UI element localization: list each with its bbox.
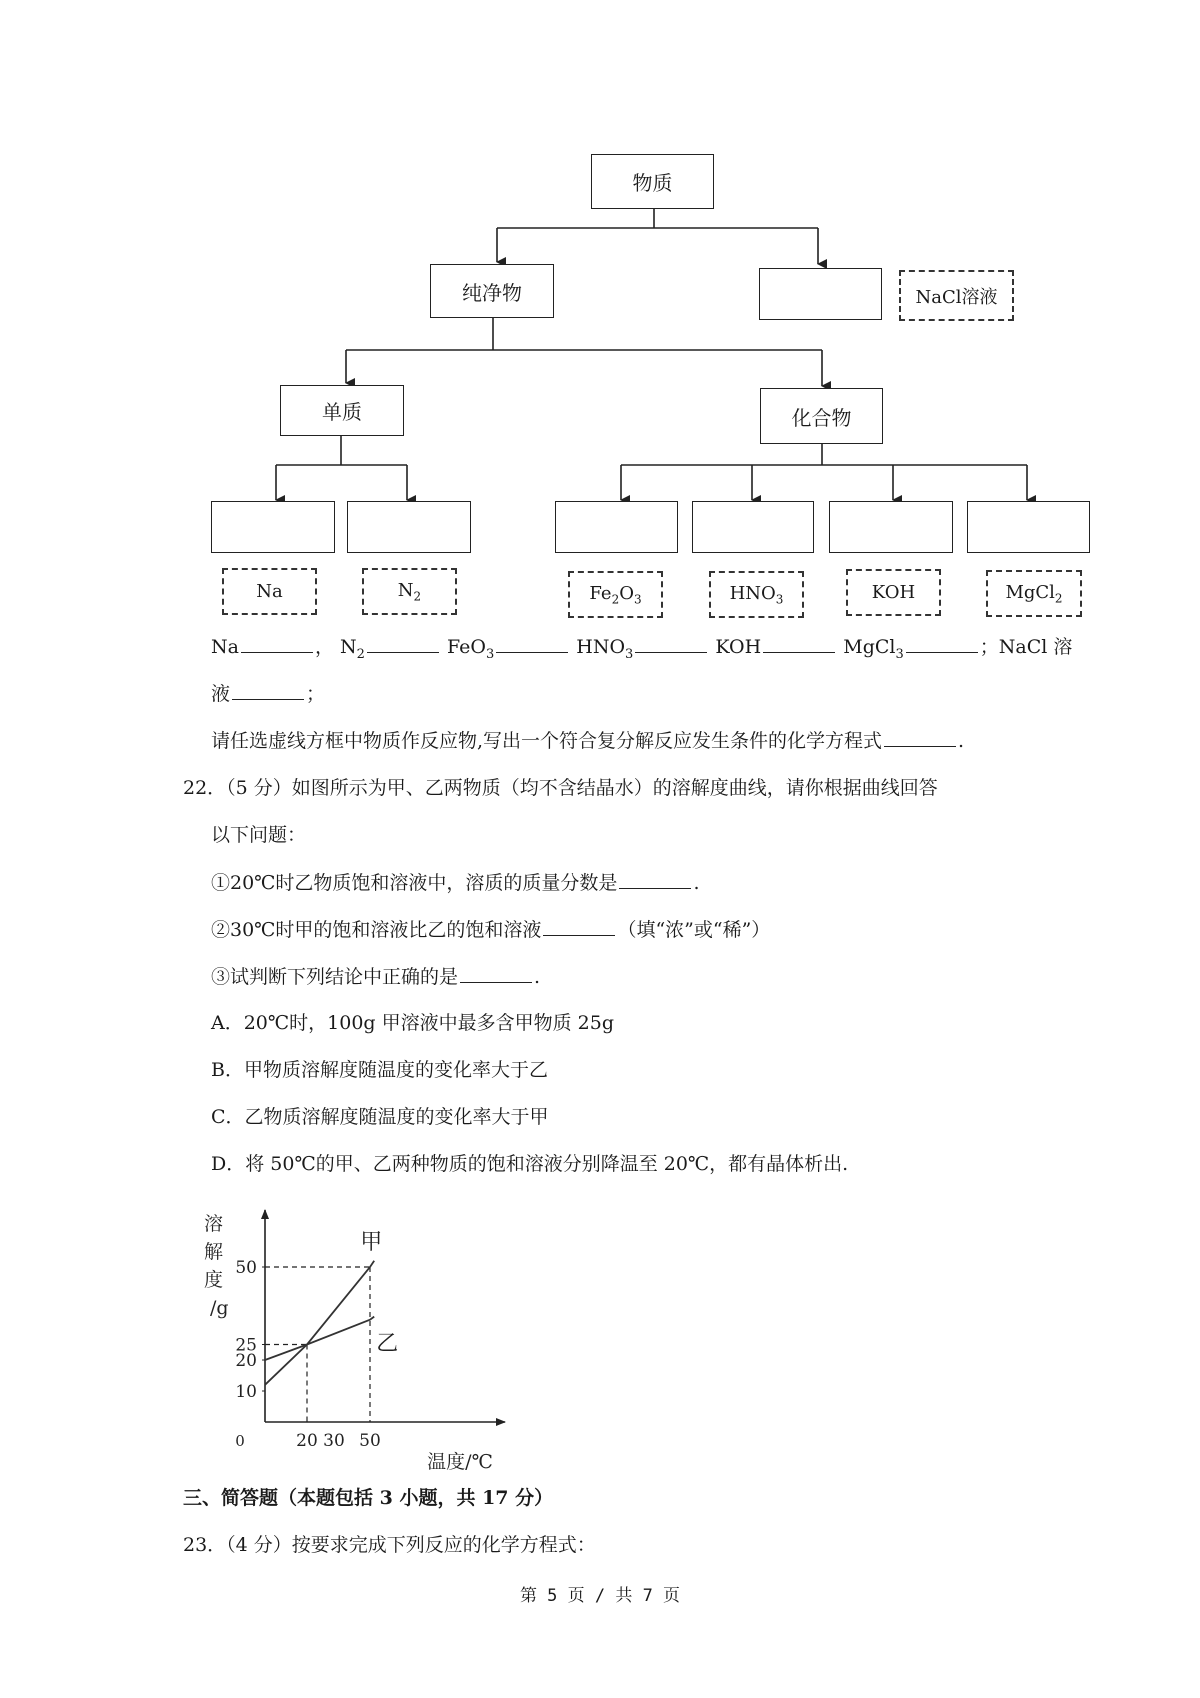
blank-n2[interactable] xyxy=(367,634,439,653)
q22-option-c: C．乙物质溶解度随温度的变化率大于甲 xyxy=(211,1106,549,1128)
q22-option-d: D．将 50℃的甲、乙两种物质的饱和溶液分别降温至 20℃，都有晶体析出. xyxy=(211,1153,849,1175)
tree-mixture-box xyxy=(759,268,882,320)
tree-element-box xyxy=(280,385,404,436)
example-na-label: Na xyxy=(256,581,283,602)
compound-answer-box-4 xyxy=(967,501,1090,553)
example-hno3-label: $HNO_3$ xyxy=(729,582,784,607)
series-line-yi xyxy=(265,1317,374,1360)
blank-hno3[interactable] xyxy=(635,634,707,653)
origin-label: 0 xyxy=(235,1432,245,1450)
mixture-example-label: NaCl溶液 xyxy=(915,286,998,308)
example-koh-label: KOH xyxy=(871,582,916,603)
example-mgcl2-label: MgCl$_2$ xyxy=(1005,581,1063,606)
element-answer-box-1 xyxy=(211,501,335,553)
tree-element-label: 单质 xyxy=(322,400,362,424)
blank-nacl[interactable] xyxy=(232,681,304,700)
blank-q22-2[interactable] xyxy=(543,917,615,936)
example-n2-label: $N_2$ xyxy=(397,579,422,604)
q22-option-a: A．20℃时，100g 甲溶液中最多含甲物质 25g xyxy=(211,1012,614,1034)
section3-title: 三、简答题（本题包括 3 小题，共 17 分） xyxy=(183,1487,554,1509)
blank-q22-1[interactable] xyxy=(619,870,691,889)
x-tick-label: 50 xyxy=(359,1431,381,1451)
example-fe2o3-label: $Fe_2O_3$ xyxy=(589,582,642,607)
tree-root-label: 物质 xyxy=(632,171,673,195)
example-mgcl2-box xyxy=(986,570,1082,617)
example-fe2o3-box xyxy=(568,571,663,618)
series-label: 甲 xyxy=(360,1229,383,1255)
q21-fill-line: Na ， $N_2$ FeO$_3$ $HNO_3$ KOH MgCl$_3$ ；NaCl 溶 xyxy=(211,636,1073,662)
example-n2-box xyxy=(362,568,457,615)
blank-feo3[interactable] xyxy=(496,634,568,653)
x-axis-label: 温度/℃ xyxy=(427,1451,493,1470)
blank-mgcl3[interactable] xyxy=(906,634,978,653)
y-tick-label: 20 xyxy=(235,1351,257,1371)
y-label-char: 溶 xyxy=(204,1213,224,1235)
element-answer-box-2 xyxy=(347,501,471,553)
blank-q22-3[interactable] xyxy=(460,964,532,983)
q23-stem: 23．（4 分）按要求完成下列反应的化学方程式： xyxy=(183,1534,596,1556)
q22-option-b: B．甲物质溶解度随温度的变化率大于乙 xyxy=(211,1059,548,1081)
solubility-chart xyxy=(200,1200,540,1470)
compound-answer-box-3 xyxy=(829,501,953,553)
q22-sub2: ②30℃时甲的饱和溶液比乙的饱和溶液 （填“浓”或“稀”） xyxy=(211,919,771,941)
mixture-example-box xyxy=(899,270,1014,321)
y-tick-label: 10 xyxy=(235,1382,257,1402)
q22-sub3: ③试判断下列结论中正确的是 . xyxy=(211,966,541,988)
example-hno3-box xyxy=(709,571,804,618)
y-label-char: /g xyxy=(210,1297,229,1319)
example-koh-box xyxy=(846,569,941,616)
tree-pure-box xyxy=(430,264,554,318)
y-tick-label: 50 xyxy=(235,1258,257,1278)
compound-answer-box-1 xyxy=(555,501,678,553)
example-na-box xyxy=(222,568,317,615)
y-label-char: 解 xyxy=(204,1241,224,1263)
blank-equation[interactable] xyxy=(884,728,956,747)
blank-koh[interactable] xyxy=(763,634,835,653)
q22-stem-1: 22．（5 分）如图所示为甲、乙两物质（均不含结晶水）的溶解度曲线，请你根据曲线回答 xyxy=(183,777,938,799)
x-tick-label: 30 xyxy=(323,1431,345,1451)
y-tick-label: 25 xyxy=(235,1335,257,1356)
tree-compound-box xyxy=(760,388,883,444)
compound-answer-box-2 xyxy=(692,501,814,553)
series-label: 乙 xyxy=(376,1331,399,1357)
y-label-char: 度 xyxy=(204,1269,224,1291)
tree-compound-label: 化合物 xyxy=(791,405,852,430)
tree-pure-label: 纯净物 xyxy=(462,280,522,305)
q22-sub1: ①20℃时乙物质饱和溶液中，溶质的质量分数是 . xyxy=(211,872,700,894)
blank-na[interactable] xyxy=(241,634,313,653)
q21-instruction: 请任选虚线方框中物质作反应物,写出一个符合复分解反应发生条件的化学方程式 . xyxy=(211,730,965,752)
series-line-jia xyxy=(265,1261,374,1385)
q21-fill-line-cont: 液 ； xyxy=(211,683,326,705)
tree-root-box xyxy=(591,154,714,209)
page-footer: 第 5 页 / 共 7 页 xyxy=(519,1586,681,1606)
q22-stem-2: 以下问题： xyxy=(211,824,307,846)
x-tick-label: 20 xyxy=(296,1431,318,1451)
